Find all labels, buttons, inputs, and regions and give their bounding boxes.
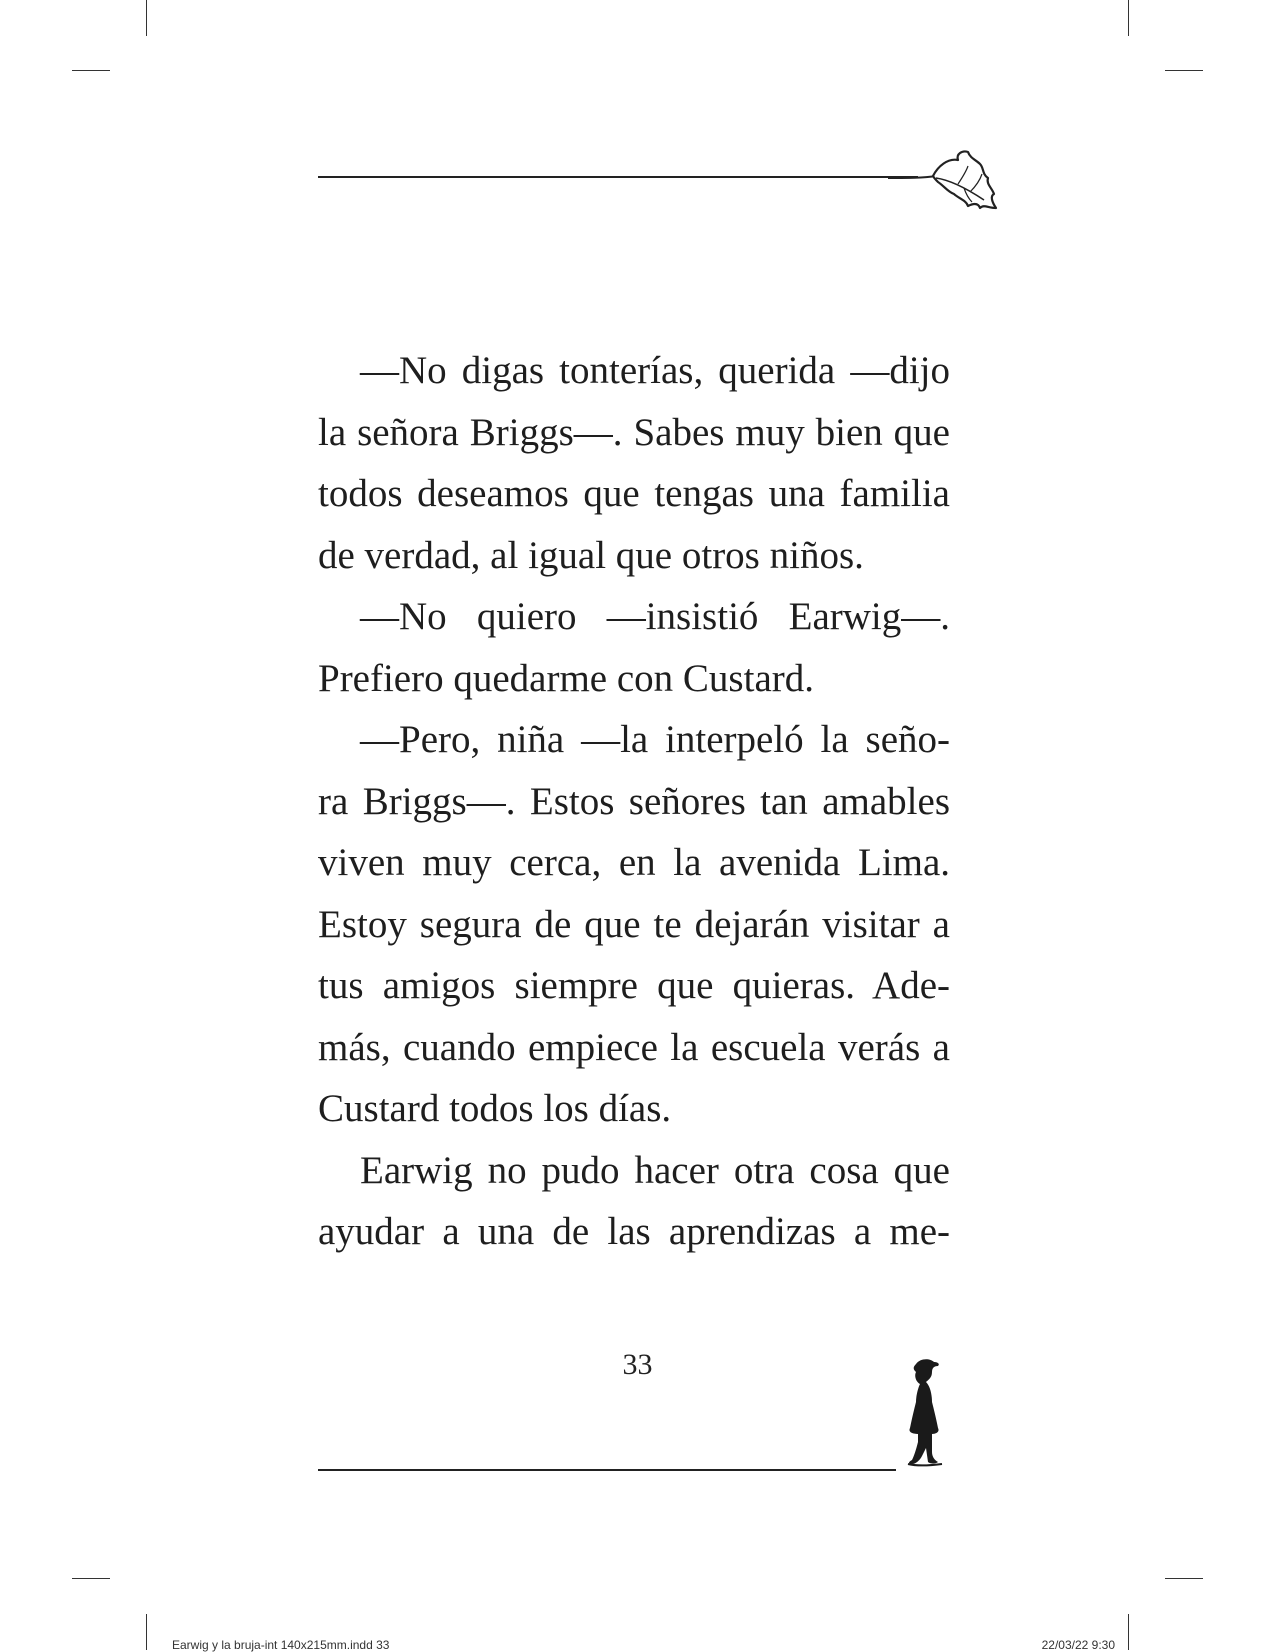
text-line: Estoy segura de que te dejarán visitar a <box>318 902 950 946</box>
text-line: ayudar a una de las aprendizas a me- <box>318 1210 950 1253</box>
crop-mark <box>146 1614 147 1650</box>
crop-mark <box>72 1578 110 1579</box>
text-line: viven muy cerca, en la avenida Lima. <box>318 841 950 884</box>
page-number: 33 <box>622 1348 653 1381</box>
paragraph <box>318 709 950 1140</box>
paragraph <box>318 340 950 586</box>
slug-file-name: Earwig y la bruja-int 140x215mm.indd 33 <box>172 1638 390 1652</box>
paragraph <box>318 1140 950 1263</box>
text-line: de verdad, al igual que otros niños. <box>318 533 864 577</box>
crop-mark <box>146 0 147 36</box>
header-rule <box>318 176 918 178</box>
text-line: Custard todos los días. <box>318 1087 672 1130</box>
text-line: la señora Briggs—. Sabes muy bien que <box>318 410 950 454</box>
text-line: ra Briggs—. Estos señores tan amables <box>318 779 950 823</box>
crop-mark <box>72 70 110 71</box>
text-line: Prefiero quedarme con Custard. <box>318 656 814 700</box>
text-line: más, cuando empiece la escuela verás a <box>318 1025 950 1069</box>
crop-mark <box>1165 1578 1203 1579</box>
footer-rule <box>318 1469 896 1471</box>
crop-mark <box>1165 70 1203 71</box>
crop-mark <box>1128 0 1129 36</box>
leaf-ornament-icon <box>888 148 998 228</box>
text-line: —No quiero —insistió Earwig—. <box>360 595 950 638</box>
text-line: —No digas tonterías, querida —dijo <box>360 349 950 392</box>
text-line: —Pero, niña —la interpeló la seño- <box>360 718 950 761</box>
slug-date-time: 22/03/22 9:30 <box>1041 1638 1115 1652</box>
girl-silhouette-icon <box>896 1356 952 1474</box>
text-line: tus amigos siempre que quieras. Ade- <box>318 964 950 1007</box>
text-line: Earwig no pudo hacer otra cosa que <box>360 1148 950 1192</box>
crop-mark <box>1128 1614 1129 1650</box>
chapter-body-text <box>318 340 950 1263</box>
text-line: todos deseamos que tengas una familia <box>318 472 950 515</box>
paragraph <box>318 586 950 709</box>
